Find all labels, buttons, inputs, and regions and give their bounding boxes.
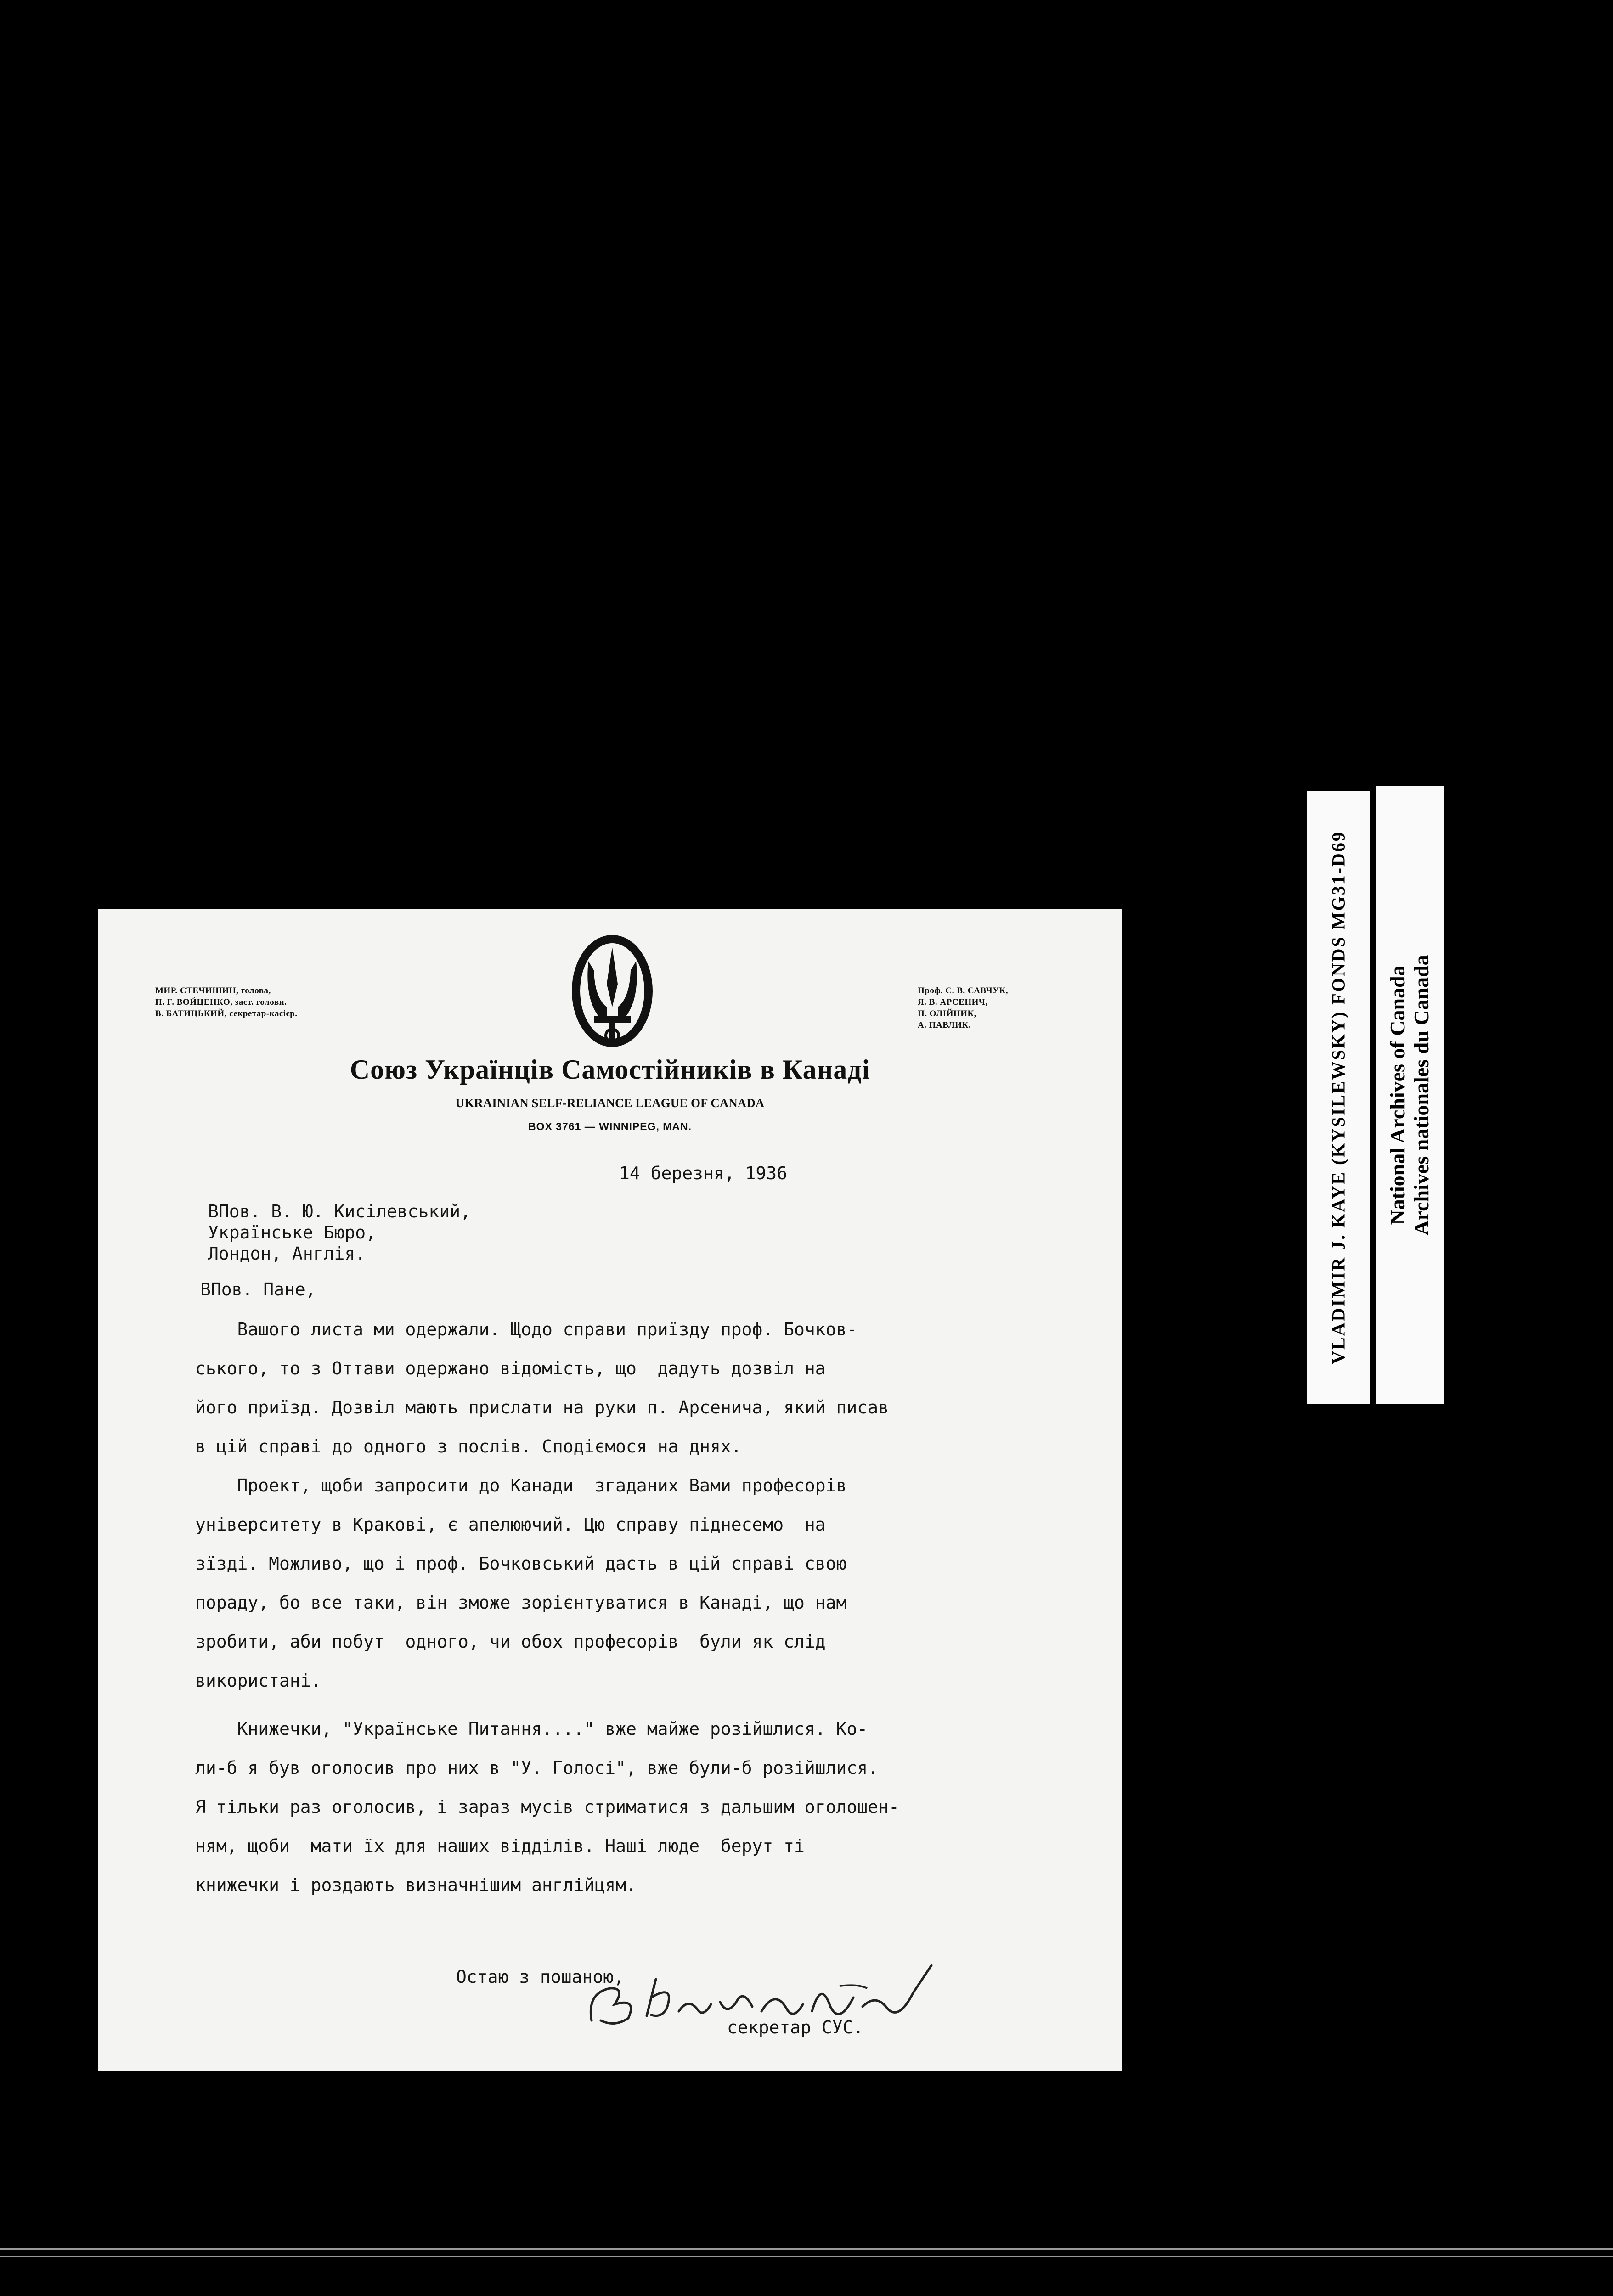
signer-title: секретар СУС. (727, 2017, 864, 2037)
body-line: пораду, бо все таки, він зможе зорієнтуватися в Канаді, що нам (195, 1593, 847, 1613)
officer-line: П. ОЛІЙНИК, (918, 1009, 977, 1019)
organization-name-english: UKRAINIAN SELF-RELIANCE LEAGUE OF CANADA (455, 1096, 765, 1110)
body-line: в цій справі до одного з послів. Сподіємося на днях. (195, 1436, 742, 1457)
body-line: зробити, аби побут одного, чи обох професорів були як слід (195, 1632, 826, 1652)
archives-french: Archives nationales du Canada (1410, 954, 1433, 1236)
recipient-address (208, 1201, 471, 1264)
collection-name: VLADIMIR J. KAYE (KYSILEWSKY) FONDS MG31-D69 (1328, 830, 1349, 1364)
body-line: книжечки і роздають визначнішим англійцям. (195, 1875, 637, 1895)
archives-english: National Archives of Canada (1386, 965, 1409, 1225)
recipient-line: Українське Бюро, (208, 1222, 377, 1243)
recipient-line: ВПов. В. Ю. Кисілевський, (208, 1201, 471, 1221)
body-line: університету в Кракові, є апелюючий. Цю справу піднесемо на (195, 1514, 826, 1535)
officers-list-right (918, 985, 1008, 1031)
body-line: Книжечки, "Українське Питання...." вже майже розійшлися. Ко- (195, 1719, 868, 1739)
body-line: зїзді. Можливо, що і проф. Бочковський дасть в цій справі свою (195, 1553, 847, 1574)
letter-date: 14 березня, 1936 (619, 1163, 788, 1183)
officer-line: А. ПАВЛИК. (918, 1020, 971, 1030)
institution-names (1386, 955, 1433, 1235)
body-line: Проект, щоби запросити до Канади згаданих Вами професорів (195, 1475, 847, 1496)
film-edge-line (0, 2256, 1613, 2257)
archive-institution-label (1376, 786, 1444, 1404)
closing: Остаю з пошаною, (456, 1967, 625, 1987)
organization-address: BOX 3761 — WINNIPEG, MAN. (528, 1120, 692, 1132)
recipient-line: Лондон, Англія. (208, 1244, 366, 1264)
body-line: Я тільки раз оголосив, і зараз мусів стриматися з дальшим оголошен- (195, 1797, 899, 1817)
body-line: його приїзд. Дозвіл мають прислати на руки п. Арсенича, який писав (195, 1397, 889, 1418)
body-line: ли-б я був оголосив про них в "У. Голосі", вже були-б розійшлися. (195, 1758, 879, 1778)
organization-name-ukrainian: Союз Українців Самостійників в Канаді (350, 1054, 870, 1085)
trident-emblem-icon (566, 929, 658, 1051)
officer-line: МИР. СТЕЧИШИН, голова, (155, 986, 271, 996)
officer-line: В. БАТИЦЬКИЙ, секретар-касієр. (155, 1009, 298, 1019)
salutation: ВПов. Пане, (200, 1279, 316, 1300)
archive-collection-label (1307, 791, 1370, 1404)
officer-line: Проф. С. В. САВЧУК, (918, 986, 1009, 996)
letter-page (98, 909, 1122, 2071)
body-line: використані. (195, 1671, 321, 1691)
film-edge-line (0, 2248, 1613, 2250)
officer-line: Я. В. АРСЕНИЧ, (918, 997, 988, 1007)
officer-line: П. Г. ВОЙЦЕНКО, заст. голови. (155, 997, 287, 1007)
officers-list-left (155, 985, 298, 1019)
body-line: Вашого листа ми одержали. Щодо справи приїзду проф. Бочков- (195, 1319, 857, 1339)
body-line: ського, то з Оттави одержано відомість, що дадуть дозвіл на (195, 1358, 826, 1379)
body-line: ням, щоби мати їх для наших відділів. Наші люде берут ті (195, 1836, 805, 1856)
